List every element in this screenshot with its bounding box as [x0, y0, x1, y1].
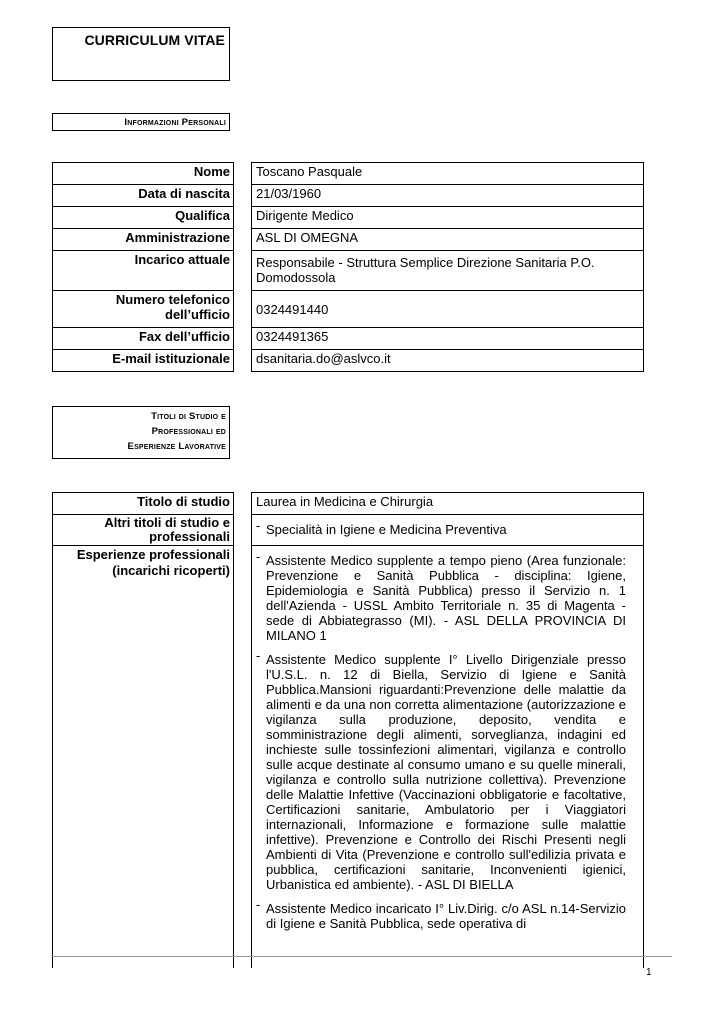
page-number: 1: [646, 967, 652, 978]
row-value-amministrazione: ASL DI OMEGNA: [252, 229, 644, 251]
list-item: - Assistente Medico incaricato I° Liv.Dirig. c/o ASL n.14-Servizio di Igiene e Sanità Pubblica, sede operativa di: [256, 901, 643, 931]
table-row: [53, 251, 644, 291]
list-item: - Assistente Medico supplente I° Livello Dirigenziale presso l'U.S.L. n. 12 di Biella, Servizio di Igiene e Sanità Pubblica.Mansioni riguardanti:Prevenzione delle malattie da alimenti e da una non corretta alimentazione (autorizzazione e vigilanza sulla produzione, deposito, vendita e somministrazione degli alimenti, sorveglianza, indagini ed inchieste sulle tossinfezioni alimentari, vigilanza e controllo sulle acque destinate al consumo umano e su quelle minerali, vigilanza e controllo sulla nutrizione collettiva). Prevenzione delle Malattie Infettive (Vaccinazioni obbligatorie e facoltative, Certificazioni sanitarie, Ambulatorio per i Viaggiatori internazionali, Informazione e formazione sulle malattie infettive). Prevenzione e Controllo dei Rischi Presenti negli Ambienti di Vita (Prevenzione e controllo sull'edilizia privata e pubblica, certificazioni sanitarie, Inconvenienti igienici, Urbanistica ed ambiente). - ASL DI BIELLA: [256, 652, 643, 892]
table-row: [53, 328, 644, 350]
row-label-incarico: Incarico attuale: [53, 251, 234, 291]
table-row: [53, 515, 644, 546]
table-row: [53, 546, 644, 969]
row-value-data-nascita: 21/03/1960: [252, 185, 644, 207]
row-label-fax: Fax dell’ufficio: [53, 328, 234, 350]
row-label-data-nascita: Data di nascita: [53, 185, 234, 207]
table-row: [53, 291, 644, 328]
section-heading-personal-label: Informazioni Personali: [124, 117, 226, 128]
document-title: CURRICULUM VITAE: [84, 32, 225, 48]
section-heading-studies-line2: Professionali ed: [151, 426, 226, 437]
list-item: - Assistente Medico supplente a tempo pieno (Area funzionale: Prevenzione e Sanità Pubblica - disciplina: Igiene, Epidemiologia e Sanità Pubblica) presso il Servizio n. 1 dell'Azienda - USSL Ambito Territoriale n. 35 di Magenta - sede di Abbiategrasso (MI). - ASL DELLA PROVINCIA DI MILANO 1: [256, 553, 643, 643]
row-value-altri-titoli: [252, 515, 644, 546]
section-heading-studies: [52, 406, 230, 459]
section-heading-studies-line1: Titoli di Studio e: [151, 411, 226, 422]
row-label-amministrazione: Amministrazione: [53, 229, 234, 251]
row-value-fax: 0324491365: [252, 328, 644, 350]
row-value-nome: Toscano Pasquale: [252, 163, 644, 185]
row-label-email: E-mail istituzionale: [53, 350, 234, 372]
row-value-qualifica: Dirigente Medico: [252, 207, 644, 229]
footer-divider: [52, 956, 672, 957]
row-value-titolo: Laurea in Medicina e Chirurgia: [252, 493, 644, 515]
row-label-esperienze: Esperienze professionali (incarichi ricoperti): [53, 546, 234, 969]
row-label-telefono: Numero telefonico dell’ufficio: [53, 291, 234, 328]
section-heading-personal: [52, 113, 230, 131]
studies-table: [52, 492, 644, 968]
row-label-altri-titoli: Altri titoli di studio e professionali: [53, 515, 234, 546]
section-heading-studies-line3: Esperienze Lavorative: [127, 441, 226, 452]
row-value-esperienze: [252, 546, 644, 969]
row-value-telefono: 0324491440: [252, 291, 644, 328]
row-value-incarico: Responsabile - Struttura Semplice Direzione Sanitaria P.O. Domodossola: [252, 251, 644, 291]
personal-info-table: [52, 162, 644, 372]
row-value-email: dsanitaria.do@aslvco.it: [252, 350, 644, 372]
table-row: [53, 185, 644, 207]
title-box: [52, 27, 230, 81]
table-row: [53, 163, 644, 185]
row-label-nome: Nome: [53, 163, 234, 185]
table-row: [53, 350, 644, 372]
row-label-qualifica: Qualifica: [53, 207, 234, 229]
list-item: - Specialità in Igiene e Medicina Preventiva: [256, 522, 643, 537]
row-label-titolo: Titolo di studio: [53, 493, 234, 515]
table-row: [53, 493, 644, 515]
table-row: [53, 207, 644, 229]
table-row: [53, 229, 644, 251]
